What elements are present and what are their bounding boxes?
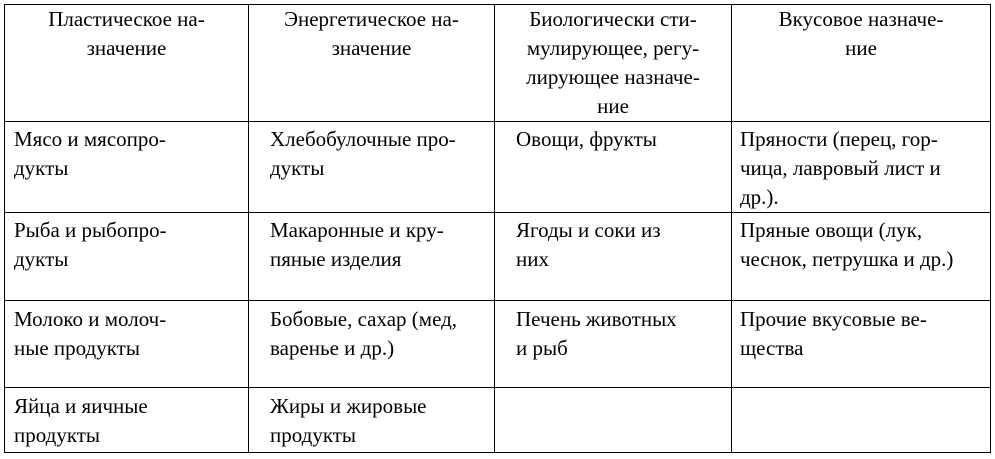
- cell-text: [732, 388, 990, 392]
- table-cell: [732, 301, 991, 388]
- table-cell: [732, 122, 991, 213]
- header-taste-text: Вкусовое назначе- ние: [778, 7, 944, 60]
- table-cell: [249, 213, 495, 301]
- cell-text: Бобовые, сахар (мед, варенье и др.): [270, 307, 458, 360]
- table-cell: [249, 388, 495, 453]
- cell-text: Молоко и молоч- ные продукты: [14, 307, 167, 360]
- cell-text: [495, 388, 731, 392]
- table-cell: [249, 122, 495, 213]
- header-taste: [732, 5, 991, 122]
- table-row: [5, 122, 991, 213]
- header-plastic: [5, 5, 249, 122]
- header-biological: [495, 5, 732, 122]
- table-cell: [495, 213, 732, 301]
- cell-text: Овощи, фрукты: [516, 127, 657, 151]
- table-cell: [249, 301, 495, 388]
- cell-text: Печень животных и рыб: [516, 307, 677, 360]
- cell-text: Яйца и яичные продукты: [14, 394, 148, 447]
- cell-text: Прочие вкусовые ве- щества: [740, 307, 927, 360]
- cell-text: Жиры и жировые продукты: [270, 394, 427, 447]
- header-row: [5, 5, 991, 122]
- table-cell: [5, 213, 249, 301]
- table-cell: [732, 388, 991, 453]
- table-row: [5, 388, 991, 453]
- table-cell: [5, 122, 249, 213]
- cell-text: Пряности (перец, гор- чица, лавровый лист и др.).: [740, 127, 941, 209]
- cell-text: Пряные овощи (лук, чеснок, петрушка и др.): [740, 218, 954, 271]
- header-plastic-text: Пластическое на- значение: [48, 7, 205, 60]
- table-cell: [5, 388, 249, 453]
- cell-text: Хлебобулочные про- дукты: [270, 127, 456, 180]
- table-row: [5, 213, 991, 301]
- table-row: [5, 301, 991, 388]
- header-energy: [249, 5, 495, 122]
- table-cell: [495, 301, 732, 388]
- table-cell: [495, 388, 732, 453]
- cell-text: Мясо и мясопро- дукты: [14, 127, 166, 180]
- header-energy-text: Энергетическое на- значение: [284, 7, 459, 60]
- food-purpose-table: [4, 4, 991, 453]
- table-cell: [732, 213, 991, 301]
- table-cell: [5, 301, 249, 388]
- table-cell: [495, 122, 732, 213]
- header-biological-text: Биологически сти- мулирующее, регу- лирующее назначе- ние: [526, 7, 700, 118]
- cell-text: Макаронные и кру- пяные изделия: [270, 218, 444, 271]
- cell-text: Рыба и рыбопро- дукты: [14, 218, 167, 271]
- cell-text: Ягоды и соки из них: [516, 218, 661, 271]
